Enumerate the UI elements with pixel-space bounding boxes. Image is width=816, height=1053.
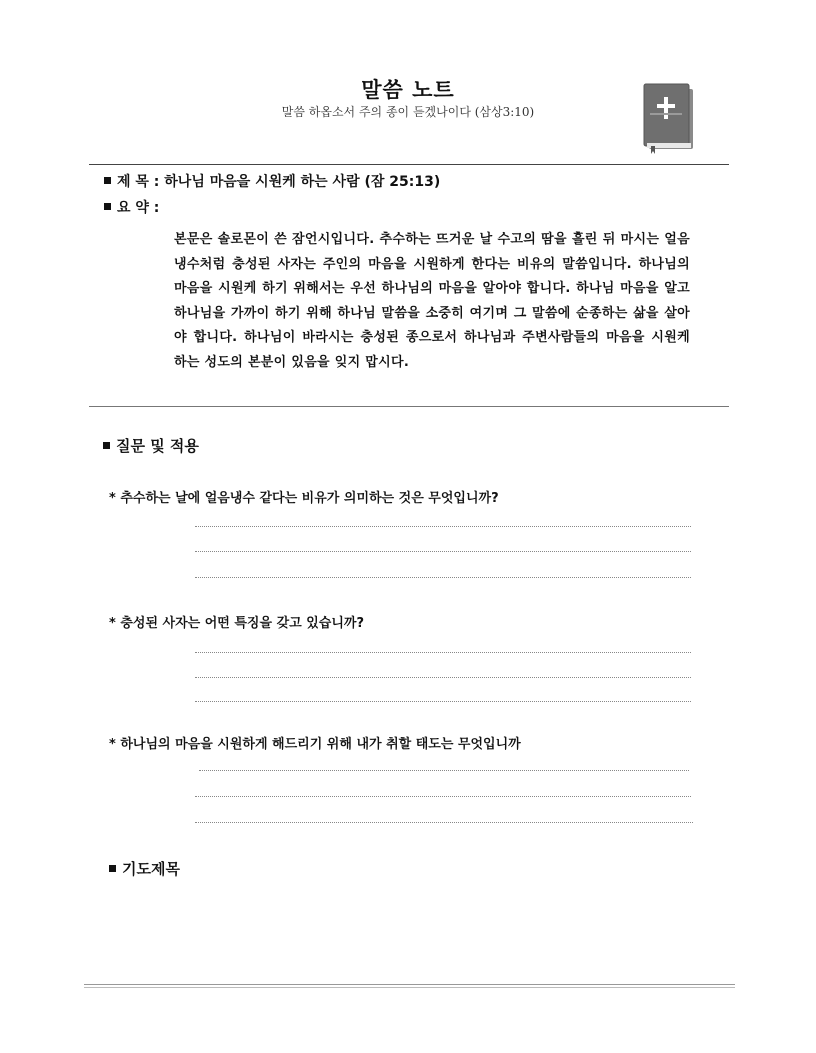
- sermon-title-label: 제 목 :: [117, 174, 160, 190]
- bullet-square-icon: [109, 865, 116, 872]
- sermon-title-value: 하나님 마음을 시원케 하는 사람 (잠 25:13): [164, 174, 441, 190]
- question-2: * 충성된 사자는 어떤 특징을 갖고 있습니까?: [109, 616, 364, 631]
- answer-line[interactable]: [195, 677, 691, 678]
- question-1: * 추수하는 날에 얼음냉수 같다는 비유가 의미하는 것은 무엇입니까?: [109, 491, 499, 506]
- bullet-square-icon: [104, 203, 111, 210]
- question-3: * 하나님의 마음을 시원하게 해드리기 위해 내가 취할 태도는 무엇입니까: [109, 737, 521, 752]
- answer-line[interactable]: [195, 701, 691, 702]
- answer-line[interactable]: [195, 796, 691, 797]
- answer-line[interactable]: [195, 822, 693, 823]
- header-divider: [89, 164, 729, 165]
- bible-icon: [641, 83, 695, 155]
- questions-heading-label: 질문 및 적용: [116, 437, 199, 455]
- bullet-square-icon: [104, 177, 111, 184]
- answer-line[interactable]: [195, 551, 691, 552]
- answer-line[interactable]: [195, 577, 691, 578]
- summary-divider: [89, 406, 729, 407]
- bullet-square-icon: [103, 442, 110, 449]
- prayer-heading-label: 기도제목: [122, 860, 180, 878]
- page-title: 말씀 노트: [361, 78, 455, 102]
- sermon-title-row: [104, 171, 440, 191]
- prayer-heading: [109, 858, 180, 879]
- sermon-summary-row: [104, 197, 159, 217]
- page-subtitle: 말씀 하옵소서 주의 종이 듣겠나이다 (삼상3:10): [281, 105, 535, 119]
- sermon-summary-label: 요 약 :: [117, 200, 160, 216]
- footer-divider: [84, 984, 735, 985]
- sermon-summary-text: 본문은 솔로몬이 쓴 잠언시입니다. 추수하는 뜨거운 날 수고의 땀을 흘린 뒤 마시는 얼음냉수처럼 충성된 사자는 주인의 마음을 시원하게 한다는 비유의 말씀입니다. 하나님의 마음을 시원케 하기 위해서는 우선 하나님의 마음을 알아야 합니다. 하나님 마음을 알고 하나님을 가까이 하기 위해 하나님 말씀을 소중히 여기며 그 말씀에 순종하는 삶을 살아야 합니다. 하나님이 바라시는 충성된 종으로서 하나님과 주변사람들의 마음을 시원케 하는 성도의 본분이 있음을 잊지 맙시다.: [174, 232, 690, 370]
- questions-heading: [103, 435, 199, 456]
- answer-line[interactable]: [195, 526, 691, 527]
- footer-divider: [84, 987, 735, 988]
- answer-line[interactable]: [195, 652, 691, 653]
- answer-line[interactable]: [199, 770, 689, 771]
